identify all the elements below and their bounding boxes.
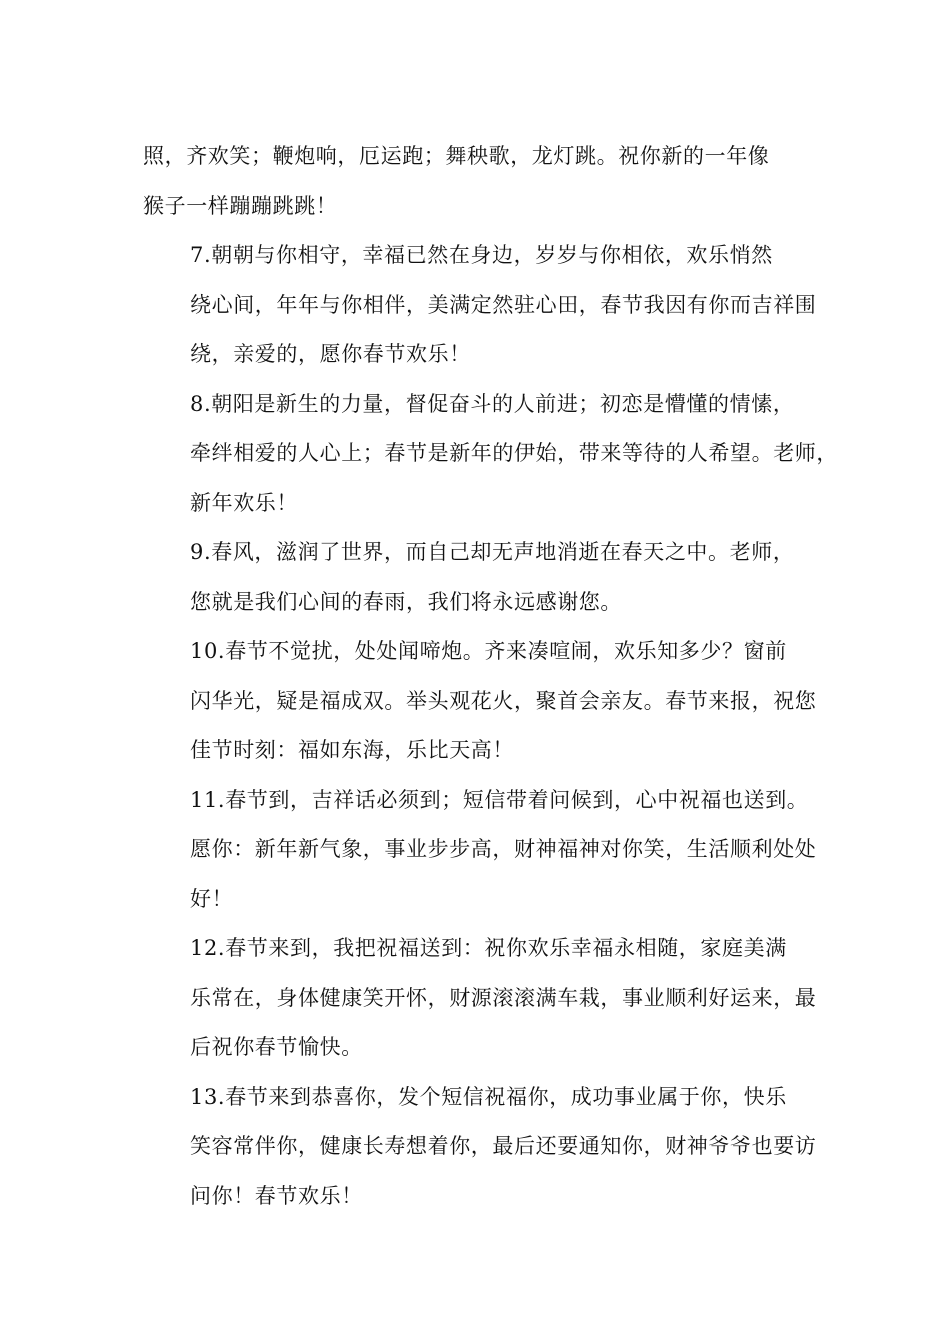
- paragraph-item-13: [143, 1073, 817, 1222]
- text-line: 猴子一样蹦蹦跳跳！: [143, 193, 338, 218]
- text-line: 好！: [190, 886, 234, 911]
- text-line: 闪华光，疑是福成双。举头观花火，聚首会亲友。春节来报，祝您: [190, 688, 817, 713]
- text-line: 问你！春节欢乐！: [190, 1183, 363, 1208]
- text-line: 新年欢乐！: [190, 490, 298, 515]
- text-line: 9.春风，滋润了世界，而自己却无声地消逝在春天之中。老师，: [190, 540, 795, 564]
- text-line: 您就是我们心间的春雨，我们将永远感谢您。: [190, 589, 622, 614]
- text-line: 12.春节来到，我把祝福送到：祝你欢乐幸福永相随，家庭美满: [190, 936, 787, 960]
- paragraph-item-11: [143, 776, 817, 925]
- text-line: 笑容常伴你，健康长寿想着你，最后还要通知你，财神爷爷也要访: [190, 1134, 817, 1158]
- text-line: 后祝你春节愉快。: [190, 1035, 363, 1059]
- text-line: 8.朝阳是新生的力量，督促奋斗的人前进；初恋是懵懂的情愫，: [190, 391, 795, 416]
- paragraph-item-7: [143, 231, 817, 380]
- text-line: 乐常在，身体健康笑开怀，财源滚滚满车栽，事业顺利好运来，最: [190, 985, 817, 1010]
- paragraph-continuation: [143, 132, 808, 231]
- text-line: 绕心间，年年与你相伴，美满定然驻心田，春节我因有你而吉祥围: [190, 292, 817, 317]
- text-line: 照，齐欢笑；鞭炮响，厄运跑；舞秧歌，龙灯跳。祝你新的一年像: [143, 144, 770, 168]
- document-body: [143, 132, 838, 1221]
- text-line: 11.春节到，吉祥话必须到；短信带着问候到，心中祝福也送到。: [190, 787, 809, 812]
- text-line: 愿你：新年新气象，事业步步高，财神福神对你笑，生活顺利处处: [190, 837, 817, 861]
- text-line: 牵绊相爱的人心上；春节是新年的伊始，带来等待的人希望。老师，: [190, 441, 838, 465]
- paragraph-item-8: [143, 380, 838, 529]
- text-line: 绕，亲爱的，愿你春节欢乐！: [190, 342, 471, 366]
- paragraph-item-12: [143, 924, 817, 1073]
- text-line: 13.春节来到恭喜你，发个短信祝福你，成功事业属于你，快乐: [190, 1084, 787, 1109]
- text-line: 10.春节不觉扰，处处闻啼炮。齐来凑喧闹，欢乐知多少？窗前: [190, 639, 787, 663]
- paragraph-item-10: [143, 627, 817, 776]
- text-line: 7.朝朝与你相守，幸福已然在身边，岁岁与你相依，欢乐悄然: [190, 243, 773, 267]
- text-line: 佳节时刻：福如东海，乐比天高！: [190, 738, 514, 762]
- paragraph-item-9: [143, 528, 808, 627]
